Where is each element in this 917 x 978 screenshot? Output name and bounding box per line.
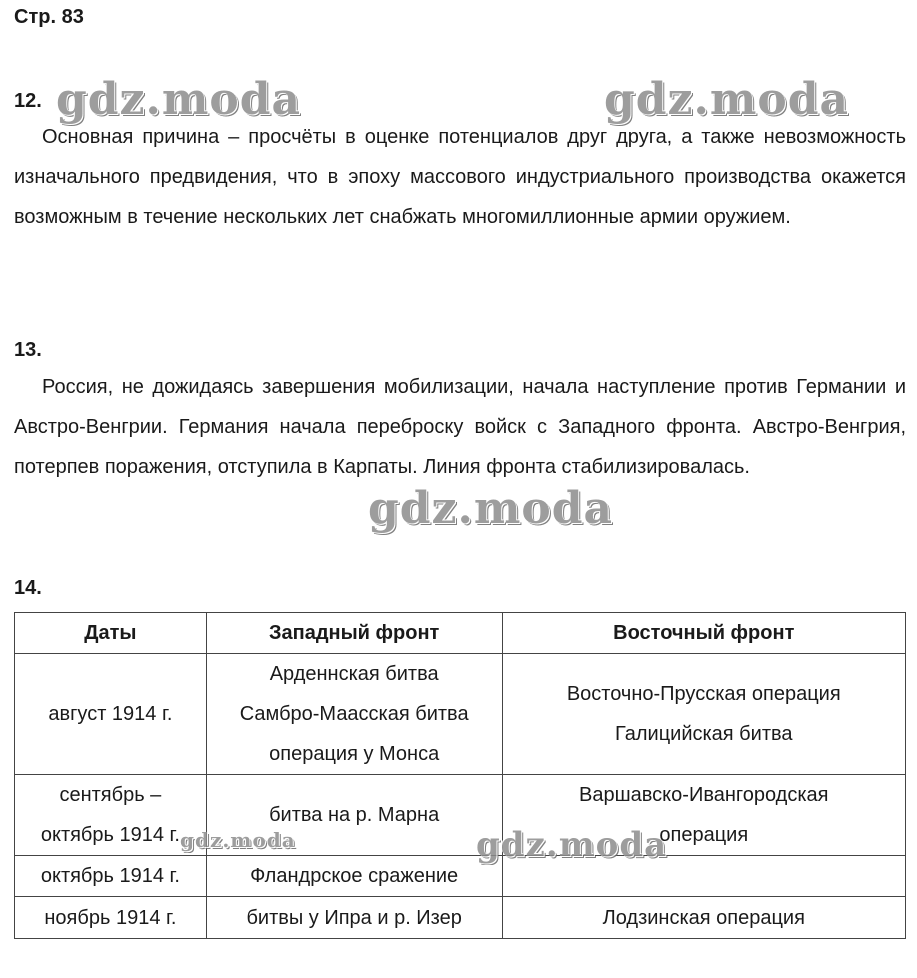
west-line: Самбро-Маасская битва xyxy=(239,703,469,725)
date-cell xyxy=(15,775,207,856)
east-line: операция xyxy=(659,824,749,846)
watermark-logo: gdz.moda xyxy=(368,483,614,534)
date-line: октябрь 1914 г. xyxy=(40,865,180,887)
date-cell xyxy=(15,856,207,897)
date-cell xyxy=(15,897,207,939)
table-row xyxy=(15,856,906,897)
west-line: Арденнская битва xyxy=(269,663,439,685)
west-line: операция у Монса xyxy=(269,743,440,765)
east-cell xyxy=(502,654,905,775)
west-line: Фландрское сражение xyxy=(250,865,459,887)
task-12-number: 12. xyxy=(14,90,42,112)
east-line: Варшавско-Ивангородская xyxy=(579,784,829,806)
table-header-row xyxy=(15,613,906,654)
task-14-number: 14. xyxy=(14,577,42,599)
table-row xyxy=(15,654,906,775)
west-cell xyxy=(206,897,502,939)
fronts-table xyxy=(14,612,906,939)
date-line: август 1914 г. xyxy=(48,703,173,725)
east-line: Восточно-Прусская операция xyxy=(566,683,841,705)
task-12-answer xyxy=(14,117,906,237)
header-dates: Даты xyxy=(15,613,207,654)
task-12-text: Основная причина – просчёты в оценке потенциалов друг друга, а также невозможность изначального предвидения, что в эпоху массового индустриального производства окажется возможным в течение нескольких лет снабжать многомиллионные армии оружием. xyxy=(14,126,906,228)
task-13-number: 13. xyxy=(14,339,42,361)
header-eastern-front: Восточный фронт xyxy=(502,613,905,654)
east-line: Лодзинская операция xyxy=(602,906,805,929)
task-13-text: Россия, не дожидаясь завершения мобилизации, начала наступление против Германии и Австро-Венгрии. Германия начала переброску войск с Западного фронта. Австро-Венгрия, потерпев поражения, отступила в Карпаты. Линия фронта стабилизировалась. xyxy=(14,376,906,478)
task-13-answer xyxy=(14,367,906,487)
page-label: Стр. 83 xyxy=(14,6,84,28)
west-cell xyxy=(206,654,502,775)
watermark-logo: gdz.moda xyxy=(56,74,302,125)
date-line: октябрь 1914 г. xyxy=(40,824,180,846)
west-line: битва на р. Марна xyxy=(269,804,440,826)
table-row xyxy=(15,897,906,939)
west-line: битвы у Ипра и р. Изер xyxy=(246,906,462,929)
header-western-front: Западный фронт xyxy=(206,613,502,654)
table-row xyxy=(15,775,906,856)
west-cell xyxy=(206,856,502,897)
watermark-logo: gdz.moda xyxy=(604,74,850,125)
watermark-logo: gdz.moda xyxy=(180,828,296,852)
date-cell xyxy=(15,654,207,775)
east-line: Галицийская битва xyxy=(615,723,793,745)
watermark-logo: gdz.moda xyxy=(476,825,668,865)
date-line: сентябрь – xyxy=(59,784,162,806)
date-line: ноябрь 1914 г. xyxy=(44,906,177,929)
east-cell xyxy=(502,897,905,939)
